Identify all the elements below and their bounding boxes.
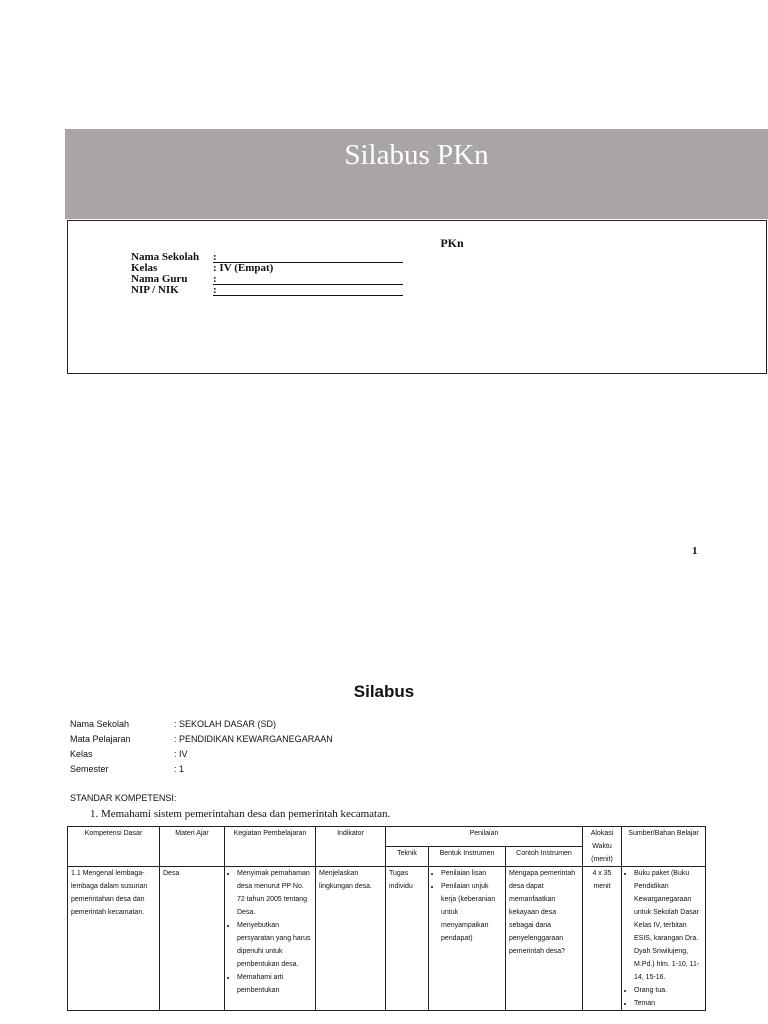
info-value: :: [213, 285, 403, 296]
meta-row-semester: [70, 762, 333, 777]
header-contoh: Contoh Instrumen: [506, 847, 583, 867]
meta-value: : SEKOLAH DASAR (SD): [174, 719, 277, 729]
header-penilaian: Penilaian: [386, 827, 583, 847]
meta-label: Nama Sekolah: [70, 719, 130, 729]
cell-contoh: Mengapa pemerintah desa dapat memanfaatkan kekayaan desa sebagai dana penyelenggaraan pemerintah desa?: [506, 867, 583, 1011]
list-item: • Teman: [634, 997, 702, 1010]
info-label: Kelas: [131, 262, 158, 274]
info-row-nip-nik: [131, 285, 403, 296]
silabus-title: Silabus: [353, 682, 415, 701]
infobox-heading: PKn: [440, 236, 464, 250]
cell-teknik: Tugas individu: [386, 867, 429, 1011]
info-label: Nama Sekolah: [131, 251, 200, 263]
page-number: 1: [692, 545, 698, 557]
cover-info-rows: [131, 252, 403, 296]
header-bentuk: Bentuk Instrumen: [429, 847, 506, 867]
info-value: :: [213, 252, 403, 263]
list-item: • Penilaian unjuk kerja (keberanian untuk menyampaikan pendapat): [441, 880, 502, 945]
info-label: Nama Guru: [131, 273, 188, 285]
silabus-meta: [70, 717, 333, 777]
sumber-list: [625, 867, 702, 1010]
meta-row-kelas: [70, 747, 333, 762]
meta-row-nama-sekolah: [70, 717, 333, 732]
info-value: :: [213, 274, 403, 285]
standar-kompetensi-item: 1. Memahami sistem pemerintahan desa dan pemerintah kecamatan.: [90, 808, 391, 820]
list-item: • Orang tua.: [634, 984, 702, 997]
banner-title: Silabus PKn: [344, 139, 489, 171]
header-sumber: Sumber/Bahan Belajar: [622, 827, 706, 867]
cell-bentuk: [429, 867, 506, 1011]
header-alokasi: Alokasi Waktu (menit): [583, 827, 622, 867]
cell-alokasi: 4 x 35 menit: [583, 867, 622, 1011]
header-materi-ajar: Materi Ajar: [160, 827, 225, 867]
header-indikator: Indikator: [316, 827, 386, 867]
info-value: : IV (Empat): [213, 262, 274, 274]
meta-label: Kelas: [70, 749, 93, 759]
header-kegiatan: Kegiatan Pembelajaran: [225, 827, 316, 867]
standar-kompetensi-label: STANDAR KOMPETENSI:: [70, 793, 177, 803]
bentuk-list: [432, 867, 502, 945]
header-teknik: Teknik: [386, 847, 429, 867]
header-kompetensi-dasar: Kompetensi Dasar: [68, 827, 160, 867]
cover-info-box: [67, 220, 767, 374]
list-item: • Menyebutkan persyaratan yang harus dipenuhi untuk pembentukan desa.: [237, 919, 312, 971]
list-item: • Menyimak pemahaman desa menurut PP No. 72 tahun 2005 tentang Desa.: [237, 867, 312, 919]
list-item: • Memahami arti pembentukan: [237, 971, 312, 997]
meta-value: : PENDIDIKAN KEWARGANEGARAAN: [174, 734, 333, 744]
meta-label: Semester: [70, 764, 109, 774]
cell-kompetensi: 1.1 Mengenal lembaga-lembaga dalam susunan pemerintahan desa dan pemerintah kecamatan.: [68, 867, 160, 1011]
info-label: NIP / NIK: [131, 284, 179, 296]
meta-label: Mata Pelajaran: [70, 734, 131, 744]
meta-row-mata-pelajaran: [70, 732, 333, 747]
cell-kegiatan: [225, 867, 316, 1011]
kegiatan-list: [228, 867, 312, 997]
cell-sumber: [622, 867, 706, 1011]
table-row: [68, 867, 706, 1011]
meta-value: : IV: [174, 749, 188, 759]
cell-materi: Desa: [160, 867, 225, 1011]
title-banner: [65, 129, 768, 219]
list-item: • Buku paket (Buku Pendidikan Kewarganegaraan untuk Sekolah Dasar Kelas IV, terbitan ESIS, karangan Dra. Dyah Sriwilujeng, M.Pd.) hlm. 1-10, 11-14, 15-16.: [634, 867, 702, 984]
silabus-table: [67, 826, 706, 1011]
list-item: • Penilaian lisan: [441, 867, 502, 880]
meta-value: : 1: [174, 764, 185, 774]
cell-indikator: Menjelaskan lingkungan desa.: [316, 867, 386, 1011]
